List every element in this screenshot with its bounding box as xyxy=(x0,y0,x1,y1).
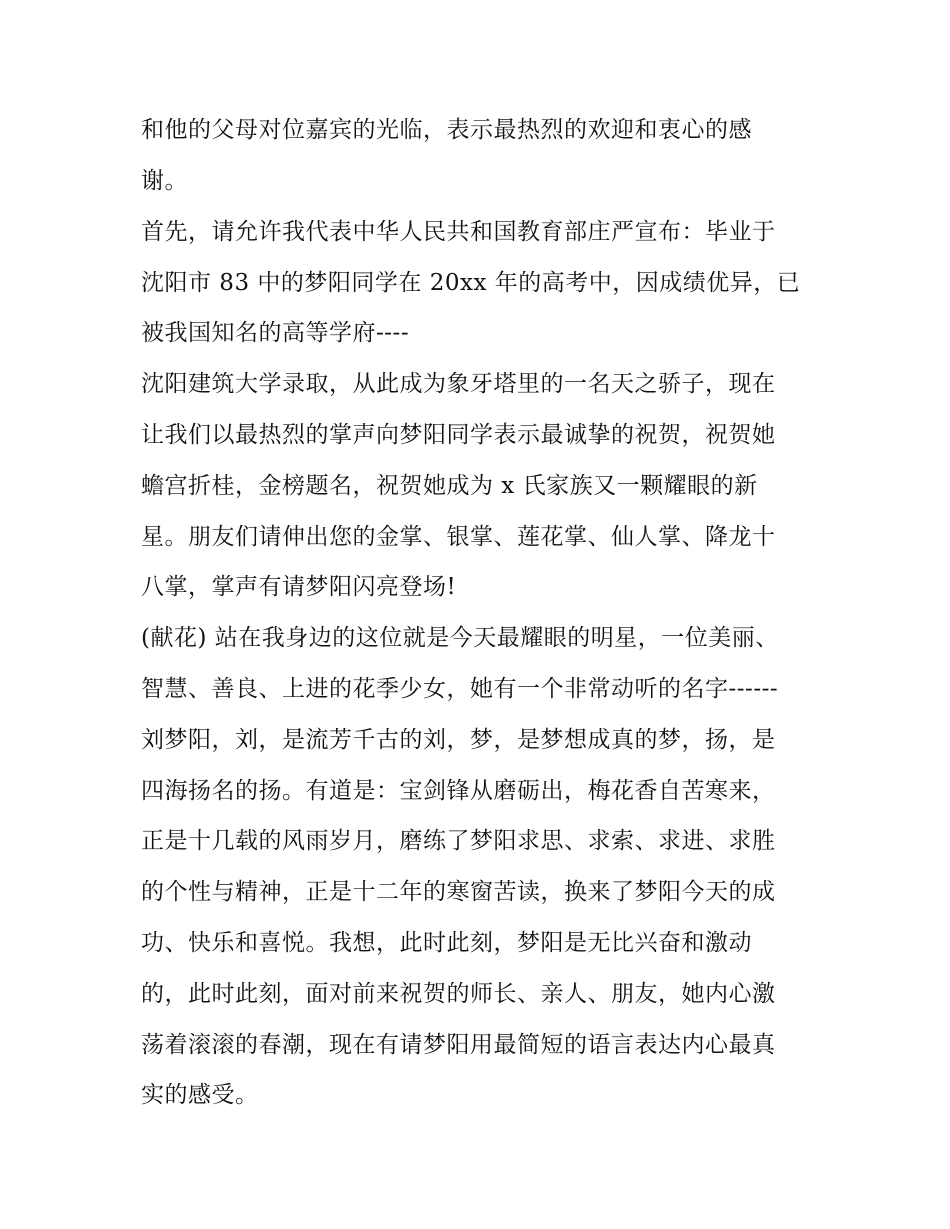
text-line: 被我国知名的高等学府---- xyxy=(141,320,410,346)
text-line: 沈阳市 83 中的梦阳同学在 20xx 年的高考中，因成绩优异，已 xyxy=(141,270,801,296)
text-line: 八掌，掌声有请梦阳闪亮登场! xyxy=(141,574,457,600)
text-line: 的个性与精神，正是十二年的寒窗苦读，换来了梦阳今天的成 xyxy=(141,879,776,905)
text-line: 荡着滚滚的春潮，现在有请梦阳用最简短的语言表达内心最真 xyxy=(141,1032,776,1058)
text-line: 智慧、善良、上进的花季少女，她有一个非常动听的名字------ xyxy=(141,676,779,702)
text-line: 正是十几载的风雨岁月，磨练了梦阳求思、求索、求进、求胜 xyxy=(141,828,776,854)
text-line: 实的感受。 xyxy=(141,1082,259,1108)
text-line: 的，此时此刻，面对前来祝贺的师长、亲人、朋友，她内心激 xyxy=(141,981,776,1007)
text-line: 星。朋友们请伸出您的金掌、银掌、莲花掌、仙人掌、降龙十 xyxy=(141,524,776,550)
text-line: 首先，请允许我代表中华人民共和国教育部庄严宣布：毕业于 xyxy=(141,219,776,245)
text-line: 功、快乐和喜悦。我想，此时此刻，梦阳是无比兴奋和激动 xyxy=(141,930,752,956)
text-line: 沈阳建筑大学录取，从此成为象牙塔里的一名天之骄子，现在 xyxy=(141,371,776,397)
text-line: 谢。 xyxy=(141,168,188,194)
text-line: 四海扬名的扬。有道是：宝剑锋从磨砺出，梅花香自苦寒来， xyxy=(141,778,776,804)
text-line: 让我们以最热烈的掌声向梦阳同学表示最诚挚的祝贺，祝贺她 xyxy=(141,422,776,448)
text-line: 和他的父母对位嘉宾的光临，表示最热烈的欢迎和衷心的感 xyxy=(141,117,752,143)
text-line: 刘梦阳，刘，是流芳千古的刘，梦，是梦想成真的梦，扬，是 xyxy=(141,727,776,753)
text-line: (献花) 站在我身边的这位就是今天最耀眼的明星，一位美丽、 xyxy=(141,625,779,651)
text-line: 蟾宫折桂，金榜题名，祝贺她成为 x 氏家族又一颗耀眼的新 xyxy=(141,473,758,499)
